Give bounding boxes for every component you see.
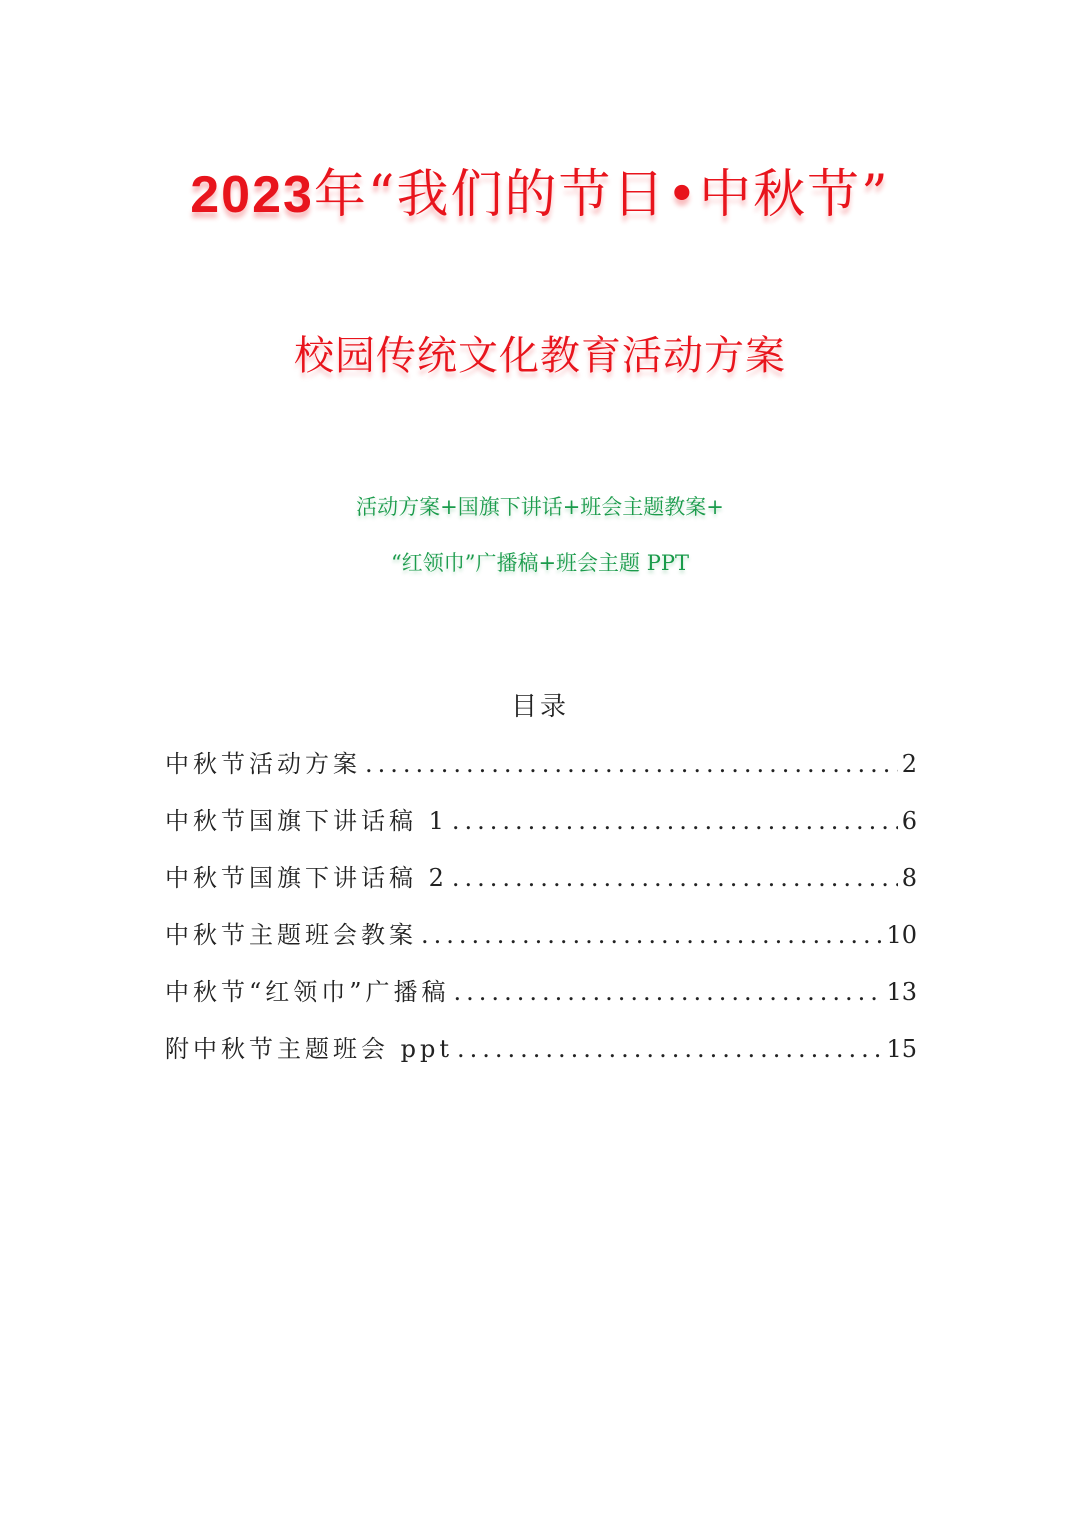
toc-entry-page: 10 [886, 921, 917, 949]
document-title [0, 160, 1080, 230]
toc-entry-page: 15 [886, 1035, 917, 1063]
toc-entry-label: 中秋节活动方案 [165, 750, 361, 778]
toc-heading: 目录 [510, 692, 569, 722]
toc-entry[interactable] [165, 915, 917, 972]
toc-entry[interactable] [165, 858, 917, 915]
toc-leader-dots [365, 744, 898, 784]
title-year: 2023 [190, 166, 314, 224]
title-text: 年“我们的节日•中秋节” [313, 165, 890, 225]
toc-leader-dots [454, 972, 883, 1012]
toc-entry-page: 8 [901, 864, 917, 892]
toc-entry-page: 13 [886, 978, 917, 1006]
toc-entry-label: 中秋节国旗下讲话稿 2 [165, 864, 448, 892]
toc-entry-page: 2 [901, 750, 917, 778]
toc-leader-dots [452, 801, 898, 841]
toc-entry-label: 附中秋节主题班会 ppt [165, 1035, 453, 1063]
tagline-line-2: “红领巾”广播稿+班会主题 PPT [390, 551, 689, 575]
toc-leader-dots [457, 1029, 882, 1069]
table-of-contents [165, 744, 917, 1086]
toc-entry-label: 中秋节“红领巾”广播稿 [165, 978, 450, 1006]
tagline-line-1: 活动方案+国旗下讲话+班会主题教案+ [356, 495, 724, 519]
toc-leader-dots [452, 858, 898, 898]
toc-leader-dots [421, 915, 882, 955]
toc-entry[interactable] [165, 972, 917, 1029]
toc-entry[interactable] [165, 744, 917, 801]
toc-entry[interactable] [165, 801, 917, 858]
toc-entry-label: 中秋节国旗下讲话稿 1 [165, 807, 448, 835]
document-subtitle: 校园传统文化教育活动方案 [294, 333, 786, 379]
toc-entry[interactable] [165, 1029, 917, 1086]
toc-entry-page: 6 [901, 807, 917, 835]
toc-entry-label: 中秋节主题班会教案 [165, 921, 417, 949]
